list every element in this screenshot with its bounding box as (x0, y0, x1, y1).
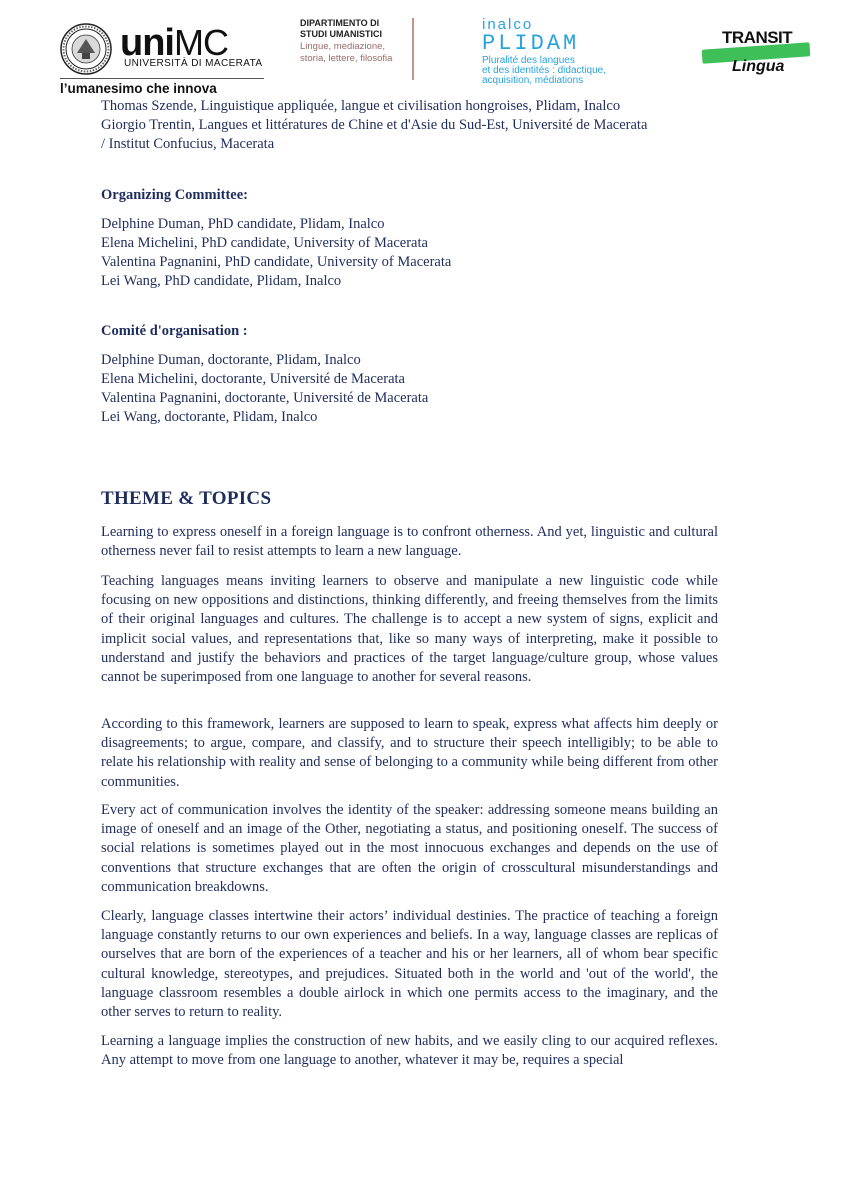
theme-paragraph: According to this framework, learners are supposed to learn to speak, express what affects him deeply or disagreements; to argue, compare, and classify, and to structure their speech intelligibly; to be able to relate his relationship with reality and sense of belonging to a community while being different from other communities. (101, 716, 718, 790)
comite-organisation-heading: Comité d'organisation : (101, 323, 248, 339)
committee-member: Valentina Pagnanini, PhD candidate, University of Macerata (101, 254, 452, 270)
plidam-logo (480, 16, 660, 92)
dip-line-4: storia, lettere, filosofia (300, 53, 393, 64)
transit-word: TRANSIT (722, 28, 793, 47)
dip-line-1: DIPARTIMENTO DI (300, 18, 380, 28)
theme-topics-title: THEME & TOPICS (101, 488, 272, 509)
unimc-subtitle: UNIVERSITÀ DI MACERATA (124, 58, 263, 69)
unimc-motto: l’umanesimo che innova (60, 81, 217, 96)
lingua-word: Lingua (732, 58, 785, 75)
transit-lingua-logo (696, 26, 814, 82)
plidam-name: PLIDAM (482, 31, 580, 56)
unimc-uni: uni (120, 22, 174, 64)
committee-member: Thomas Szende, Linguistique appliquée, langue et civilisation hongroises, Plidam, Inalco (101, 98, 621, 114)
committee-member: Delphine Duman, PhD candidate, Plidam, Inalco (101, 216, 385, 232)
committee-member: Giorgio Trentin, Langues et littératures de Chine et d'Asie du Sud-Est, Université de Macerata (101, 117, 648, 133)
organizing-committee-heading: Organizing Committee: (101, 187, 248, 203)
plidam-inalco: inalco (482, 16, 534, 33)
committee-member: Valentina Pagnanini, doctorante, Université de Macerata (101, 390, 429, 406)
theme-paragraph: Clearly, language classes intertwine their actors’ individual destinies. The practice of teaching a foreign language constantly returns to our own experiences and beliefs. In a way, language classes are replicas of ourselves that are born of the experiences of a teacher and his or her learners, all of whom bear specific cultural knowledge, stereotypes, and prejudices. Situated both in the world and 'out of the world', the language classroom resembles a double airlock in which one permits access to the imaginary, and the other serves to return to reality. (101, 908, 718, 1021)
unimc-logo (58, 20, 270, 96)
plidam-subtitle (482, 56, 662, 86)
committee-member: / Institut Confucius, Macerata (101, 136, 275, 152)
dipartimento-logo (300, 18, 414, 80)
dip-line-2: STUDI UMANISTICI (300, 29, 382, 39)
scientific-committee-tail (101, 97, 647, 154)
committee-member: Lei Wang, PhD candidate, Plidam, Inalco (101, 273, 342, 289)
comite-organisation-list (101, 351, 428, 427)
unimc-divider (60, 78, 264, 79)
theme-paragraph: Learning a language implies the construction of new habits, and we easily cling to our acquired reflexes. Any attempt to move from one language to another, whatever it may be, requires a special (101, 1033, 718, 1069)
university-seal-icon (60, 23, 112, 75)
organizing-committee-list (101, 215, 451, 291)
committee-member: Elena Michelini, PhD candidate, University of Macerata (101, 235, 428, 251)
dip-line-3: Lingue, mediazione, (300, 41, 386, 52)
committee-member: Elena Michelini, doctorante, Université de Macerata (101, 371, 405, 387)
plidam-sub-1: Pluralité des langues (482, 55, 575, 66)
page-header (0, 0, 848, 100)
unimc-mc: MC (173, 22, 228, 63)
theme-paragraph: Teaching languages means inviting learners to observe and manipulate a new linguistic code while focusing on new oppositions and distinctions, thinking differently, and freeing themselves from the limits of their original languages and cultures. The challenge is to accept a new system of signs, explicit and implicit social values, and representations that, like so many ways of interpreting, make it possible to understand and justify the behaviors and practices of the target language/culture group, whose values cannot be superimposed from one language to another for several reasons. (101, 573, 718, 686)
theme-paragraph: Learning to express oneself in a foreign language is to confront otherness. And yet, linguistic and cultural otherness never fail to resist attempts to learn a new language. (101, 524, 718, 560)
theme-paragraph: Every act of communication involves the identity of the speaker: addressing someone means building an image of oneself and an image of the Other, negotiating a status, and positioning oneself. The success of social relations is sometimes played out in the most innocuous exchanges and depends on the use of conventions that structure exchanges that are often the origin of crosscultural misunderstandings and communication breakdowns. (101, 802, 718, 895)
committee-member: Delphine Duman, doctorante, Plidam, Inalco (101, 352, 361, 368)
plidam-sub-3: acquisition, médiations (482, 75, 584, 86)
plidam-sub-2: et des identités : didactique, (482, 65, 606, 76)
committee-member: Lei Wang, doctorante, Plidam, Inalco (101, 409, 318, 425)
